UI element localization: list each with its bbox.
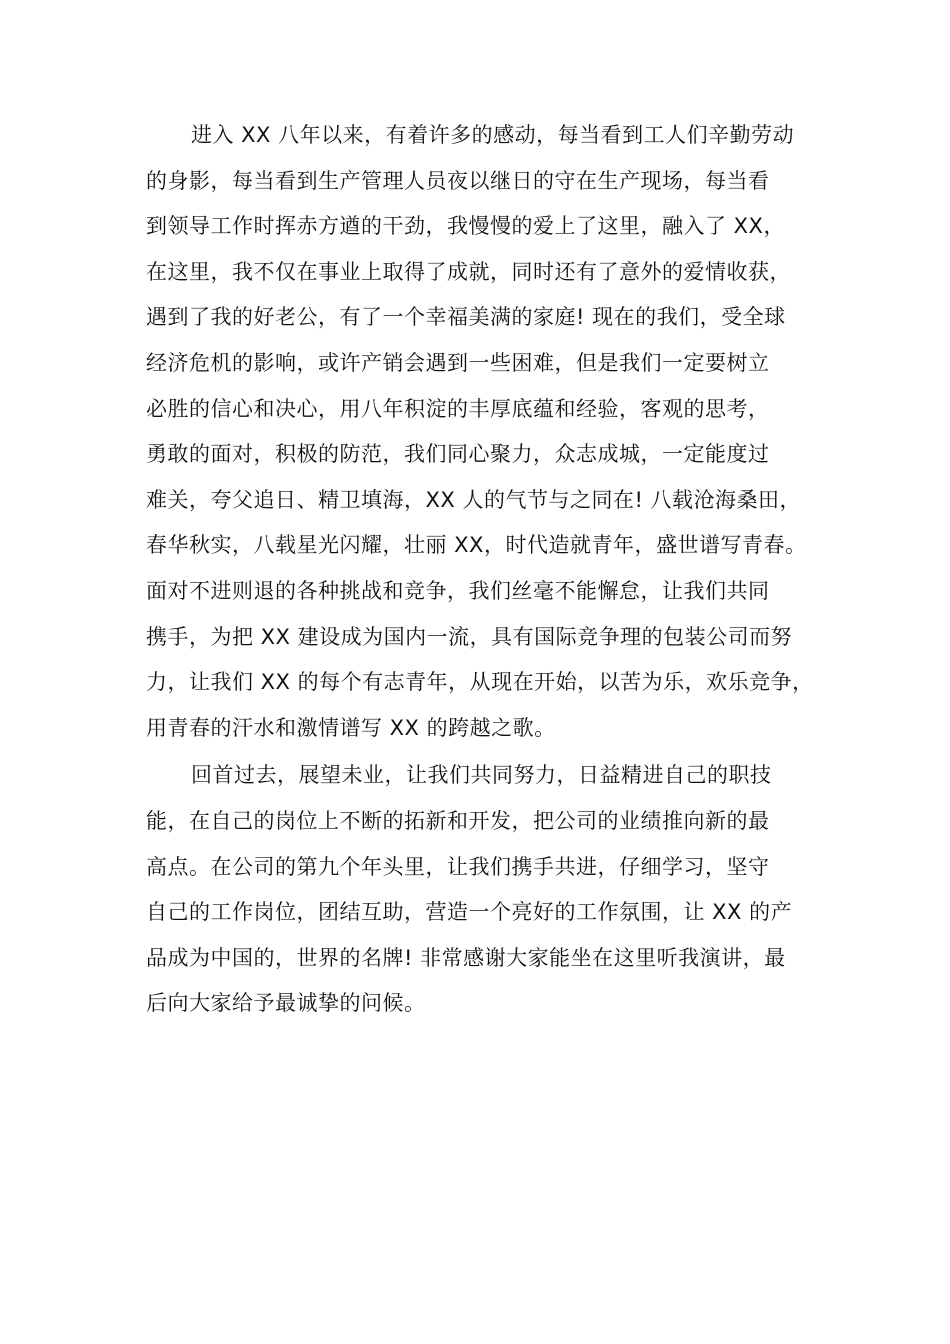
text-line: 力，让我们 XX 的每个有志青年，从现在开始，以苦为乐，欢乐竞争，: [146, 670, 814, 695]
text-line: 遇到了我的好老公，有了一个幸福美满的家庭! 现在的我们，受全球: [146, 305, 786, 330]
text-line: 勇敢的面对，积极的防范，我们同心聚力，众志成城，一定能度过: [146, 442, 770, 467]
text-line: 回首过去，展望未业，让我们共同努力，日益精进自己的职技: [191, 763, 772, 788]
text-line: 用青春的汗水和激情谱写 XX 的跨越之歌。: [146, 715, 556, 740]
text-line: 在这里，我不仅在事业上取得了成就，同时还有了意外的爱情收获，: [146, 259, 791, 284]
paragraph-2: [146, 753, 816, 1027]
text-line: 品成为中国的，世界的名牌! 非常感谢大家能坐在这里听我演讲，最: [146, 945, 786, 970]
text-line: 能，在自己的岗位上不断的拓新和开发，把公司的业绩推向新的最: [146, 808, 770, 833]
text-line: 自己的工作岗位，团结互助，营造一个亮好的工作氛围，让 XX 的产: [146, 900, 793, 925]
text-line: 后向大家给予最诚挚的问候。: [146, 991, 426, 1016]
text-line: 进入 XX 八年以来，有着许多的感动，每当看到工人们辛勤劳动: [191, 123, 795, 147]
text-line: 必胜的信心和决心，用八年积淀的丰厚底蕴和经验，客观的思考，: [146, 396, 770, 421]
text-line: 到领导工作时挥赤方遒的干劲，我慢慢的爱上了这里，融入了 XX，: [146, 214, 785, 239]
text-line: 的身影，每当看到生产管理人员夜以继日的守在生产现场，每当看: [146, 168, 770, 193]
text-line: 携手，为把 XX 建设成为国内一流，具有国际竞争理的包装公司而努: [146, 624, 793, 649]
text-line: 经济危机的影响，或许产销会遇到一些困难，但是我们一定要树立: [146, 350, 770, 375]
text-line: 难关，夸父追日、精卫填海，XX 人的气节与之同在! 八载沧海桑田，: [146, 487, 802, 512]
text-line: 面对不进则退的各种挑战和竞争，我们丝毫不能懈怠，让我们共同: [146, 578, 770, 603]
paragraph-1: [146, 113, 816, 751]
text-line: 高点。在公司的第九个年头里，让我们携手共进，仔细学习，坚守: [146, 854, 770, 879]
document-body: [146, 113, 816, 1027]
text-line: 春华秋实，八载星光闪耀，壮丽 XX，时代造就青年，盛世谱写青春。: [146, 533, 807, 558]
